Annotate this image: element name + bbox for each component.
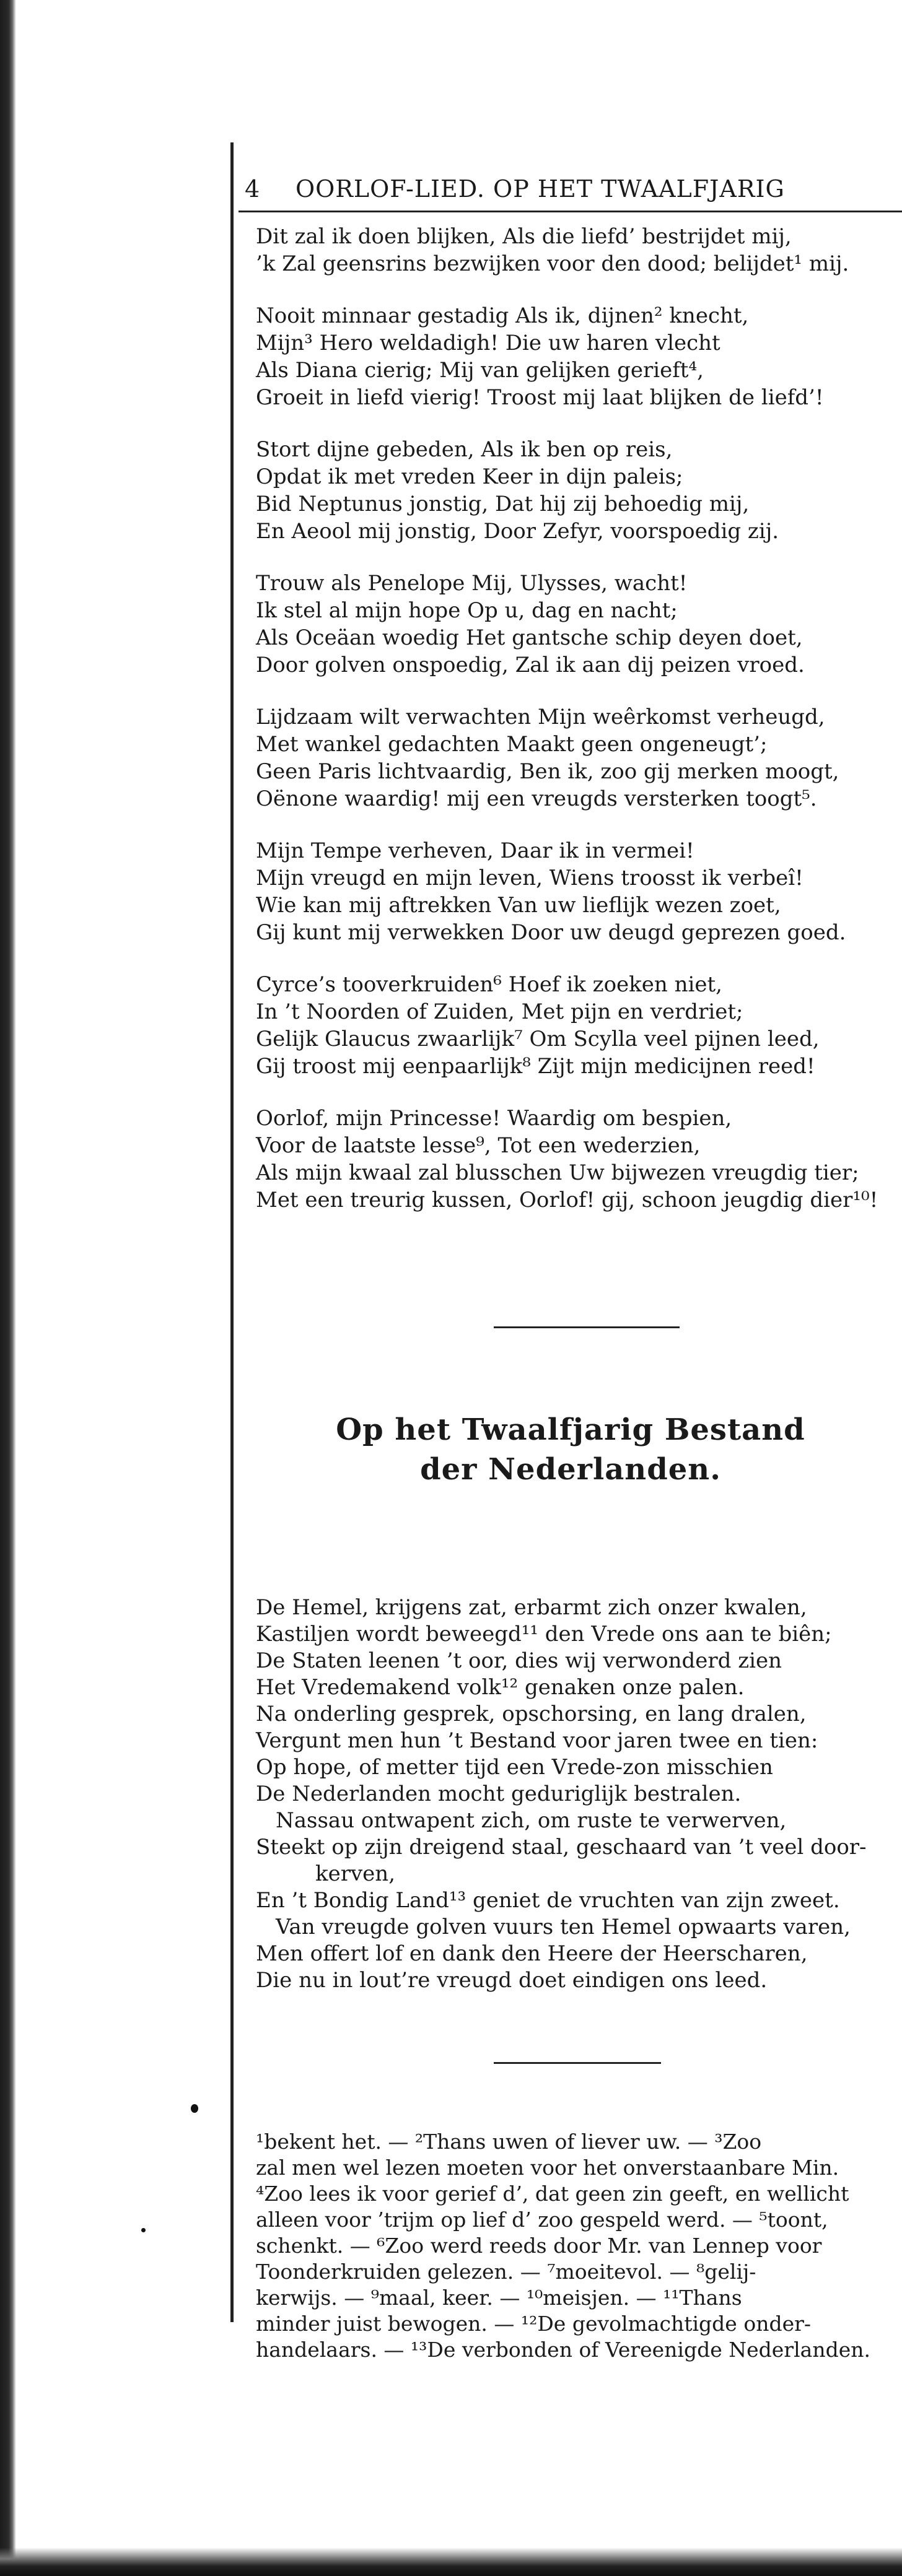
poem-line: Ik stel al mijn hope Op u, dag en nacht; bbox=[256, 598, 678, 623]
poem-line: In ’t Noorden of Zuiden, Met pijn en verdriet; bbox=[256, 999, 743, 1024]
poem-line: Lijdzaam wilt verwachten Mijn weêrkomst verheugd, bbox=[256, 705, 825, 729]
poem-line: ’k Zal geensrins bezwijken voor den dood; belijdet¹ mij. bbox=[256, 251, 849, 276]
poem-line: Geen Paris lichtvaardig, Ben ik, zoo gij merken moogt, bbox=[256, 759, 839, 784]
footnote-line: minder juist bewogen. — ¹²De gevolmachtigde onder- bbox=[256, 2312, 812, 2336]
poem-line: Als Diana cierig; Mij van gelijken gerieft⁴, bbox=[256, 358, 704, 383]
footnotes bbox=[256, 2129, 894, 2363]
poem-stanza bbox=[256, 570, 894, 679]
scan-speck bbox=[141, 2228, 146, 2232]
poem-line: Mijn Tempe verheven, Daar ik in vermei! bbox=[256, 838, 694, 863]
footnote-line: ⁴Zoo lees ik voor gerief d’, dat geen zin geeft, en wellicht bbox=[256, 2182, 849, 2206]
poem-line: Gij troost mij eenpaarlijk⁸ Zijt mijn medicijnen reed! bbox=[256, 1054, 815, 1079]
poem-line: Als mijn kwaal zal blusschen Uw bijwezen vreugdig tier; bbox=[256, 1160, 859, 1185]
sonnet-line: kerven, bbox=[315, 1861, 396, 1886]
sonnet-line: Steekt op zijn dreigend staal, geschaard van ’t veel door- bbox=[256, 1835, 867, 1860]
sonnet-line: Na onderling gesprek, opschorsing, en lang dralen, bbox=[256, 1702, 807, 1726]
scan-edge-bottom bbox=[0, 2548, 902, 2576]
footnote-divider bbox=[494, 2062, 661, 2064]
poem-line: Mijn³ Hero weldadigh! Die uw haren vlecht bbox=[256, 331, 720, 355]
poem-line: Voor de laatste lesse⁹, Tot een wederzien, bbox=[256, 1133, 701, 1158]
poem-body bbox=[256, 223, 894, 1238]
footnote-line: handelaars. — ¹³De verbonden of Vereenigde Nederlanden. bbox=[256, 2338, 870, 2362]
poem-stanza bbox=[256, 1105, 894, 1214]
poem-stanza bbox=[256, 703, 894, 812]
poem-line: Trouw als Penelope Mij, Ulysses, wacht! bbox=[256, 571, 688, 596]
section-title-line-2: der Nederlanden. bbox=[420, 1452, 721, 1487]
sonnet-line: Men offert lof en dank den Heere der Heerscharen, bbox=[256, 1941, 808, 1966]
scan-speck bbox=[191, 2104, 198, 2113]
poem-line: Als Oceäan woedig Het gantsche schip deyen doet, bbox=[256, 625, 803, 650]
sonnet-line: De Nederlanden mocht geduriglijk bestralen. bbox=[256, 1782, 742, 1806]
poem-line: Met wankel gedachten Maakt geen ongeneugt’; bbox=[256, 732, 768, 757]
poem-line: Stort dijne gebeden, Als ik ben op reis, bbox=[256, 437, 673, 462]
poem-line: Door golven onspoedig, Zal ik aan dij peizen vroed. bbox=[256, 653, 805, 677]
sonnet-body bbox=[256, 1595, 894, 1994]
poem-stanza bbox=[256, 837, 894, 946]
poem-line: Met een treurig kussen, Oorlof! gij, schoon jeugdig dier¹⁰! bbox=[256, 1188, 878, 1212]
poem-stanza bbox=[256, 436, 894, 545]
poem-line: En Aeool mij jonstig, Door Zefyr, voorspoedig zij. bbox=[256, 519, 779, 544]
page-header bbox=[239, 167, 902, 212]
poem-line: Oorlof, mijn Princesse! Waardig om bespien, bbox=[256, 1106, 732, 1131]
poem-line: Wie kan mij aftrekken Van uw lieflijk wezen zoet, bbox=[256, 893, 781, 918]
footnote-line: alleen voor ’trijm op lief d’ zoo gespeld werd. — ⁵toont, bbox=[256, 2208, 828, 2232]
poem-line: Oënone waardig! mij een vreugds versterken toogt⁵. bbox=[256, 786, 817, 811]
footnote-line: kerwijs. — ⁹maal, keer. — ¹⁰meisjen. — ¹¹Thans bbox=[256, 2286, 742, 2310]
scan-edge-left bbox=[0, 0, 16, 2576]
sonnet-line: Op hope, of metter tijd een Vrede-zon misschien bbox=[256, 1755, 773, 1780]
poem-line: Groeit in liefd vierig! Troost mij laat blijken de liefd’! bbox=[256, 385, 824, 410]
sonnet-line: Het Vredemakend volk¹² genaken onze palen. bbox=[256, 1675, 745, 1700]
sonnet-line: Die nu in lout’re vreugd doet eindigen ons leed. bbox=[256, 1968, 768, 1993]
sonnet-line: Van vreugde golven vuurs ten Hemel opwaarts varen, bbox=[276, 1915, 851, 1939]
poem-line: Dit zal ik doen blijken, Als die liefd’ bestrijdet mij, bbox=[256, 224, 792, 249]
poem-line: Mijn vreugd en mijn leven, Wiens troosst ik verbeî! bbox=[256, 866, 803, 890]
footnote-line: Toonderkruiden gelezen. — ⁷moeitevol. — ⁸gelij- bbox=[256, 2260, 756, 2284]
poem-stanza bbox=[256, 971, 894, 1080]
sonnet-line: Kastiljen wordt beweegd¹¹ den Vrede ons aan te biên; bbox=[256, 1622, 832, 1647]
sonnet-line: Vergunt men hun ’t Bestand voor jaren twee en tien: bbox=[256, 1728, 818, 1753]
footnote-line: schenkt. — ⁶Zoo werd reeds door Mr. van Lennep voor bbox=[256, 2234, 822, 2258]
sonnet-line: De Staten leenen ’t oor, dies wij verwonderd zien bbox=[256, 1648, 782, 1673]
running-title: OORLOF-LIED. OP HET TWAALFJARIG bbox=[296, 175, 785, 202]
book-page bbox=[230, 142, 902, 2362]
sonnet-line: De Hemel, krijgens zat, erbarmt zich onzer kwalen, bbox=[256, 1595, 807, 1620]
poem-line: Nooit minnaar gestadig Als ik, dijnen² knecht, bbox=[256, 303, 749, 328]
section-divider bbox=[494, 1326, 680, 1328]
poem-line: Cyrce’s tooverkruiden⁶ Hoef ik zoeken niet, bbox=[256, 972, 722, 997]
section-title-line-1: Op het Twaalfjarig Bestand bbox=[336, 1412, 805, 1447]
footnote-line: zal men wel lezen moeten voor het onverstaanbare Min. bbox=[256, 2156, 839, 2180]
sonnet-line: En ’t Bondig Land¹³ geniet de vruchten van zijn zweet. bbox=[256, 1888, 840, 1913]
poem-line: Bid Neptunus jonstig, Dat hij zij behoedig mij, bbox=[256, 492, 750, 516]
poem-line: Gelijk Glaucus zwaarlijk⁷ Om Scylla veel pijnen leed, bbox=[256, 1027, 820, 1051]
poem-stanza bbox=[256, 302, 894, 411]
poem-stanza bbox=[256, 223, 894, 277]
poem-line: Gij kunt mij verwekken Door uw deugd geprezen goed. bbox=[256, 920, 846, 945]
page-number: 4 bbox=[245, 175, 261, 202]
sonnet-line: Nassau ontwapent zich, om ruste te verwerven, bbox=[276, 1808, 787, 1833]
footnote-line: ¹bekent het. — ²Thans uwen of liever uw. — ³Zoo bbox=[256, 2130, 762, 2154]
poem-line: Opdat ik met vreden Keer in dijn paleis; bbox=[256, 464, 683, 489]
